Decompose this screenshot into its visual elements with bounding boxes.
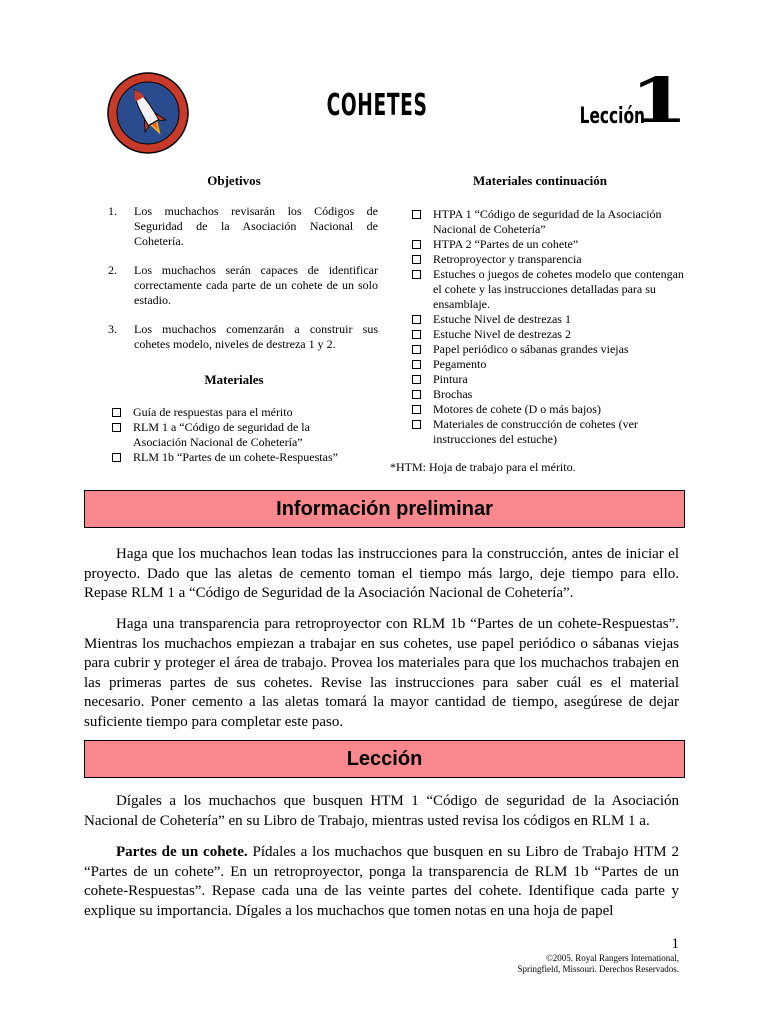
item-text: HTPA 1 “Código de seguridad de la Asociación Nacional de Cohetería” [433, 207, 662, 236]
item-number: 2. [108, 263, 117, 277]
checkbox-icon [412, 210, 421, 219]
item-number: 3. [108, 322, 117, 336]
checkbox-icon [412, 345, 421, 354]
section-banner-prelim: Información preliminar [84, 490, 685, 528]
list-item [412, 207, 684, 237]
item-text: Brochas [433, 387, 473, 401]
list-item [412, 387, 684, 402]
checkbox-icon [412, 360, 421, 369]
item-text: Estuche Nivel de destrezas 2 [433, 327, 571, 341]
checkbox-icon [112, 453, 121, 462]
list-item [112, 450, 362, 465]
rocket-logo-icon [107, 72, 189, 154]
list-item [412, 372, 684, 387]
list-item [412, 417, 684, 447]
item-text: Los muchachos comenzarán a construir sus cohetes modelo, niveles de destreza 1 y 2. [134, 322, 378, 351]
copyright [420, 953, 679, 975]
item-text: Los muchachos serán capaces de identificar correctamente cada parte de un cohete de un solo estadio. [134, 263, 378, 307]
checkbox-icon [412, 255, 421, 264]
lesson-number: 1 [630, 64, 689, 137]
copyright-line: ©2005. Royal Rangers International, [545, 953, 679, 963]
paragraph [84, 843, 679, 921]
list-item [412, 327, 684, 342]
checkbox-icon [412, 390, 421, 399]
item-text: Pegamento [433, 357, 487, 371]
checkbox-icon [112, 408, 121, 417]
list-item [108, 322, 378, 352]
materials-list [112, 405, 362, 465]
item-text: Estuche Nivel de destrezas 1 [433, 312, 571, 326]
list-item [112, 405, 362, 420]
list-item [412, 312, 684, 327]
paragraph: Haga una transparencia para retroproyector con RLM 1b “Partes de un cohete-Respuestas”. Mientras los muchachos empiezan a trabajar en sus cohetes, use papel periódico o sábanas viejas para cubrir y proteger el área de trabajo. Provea los materiales para que los muchachos trabajen en las primeras partes de sus cohetes. Revise las instrucciones para saber cuál es el material necesario. Poner cemento a las aletas tomará la mayor cantidad de tiempo, asegúrese de dejar suficiente tiempo para completar este paso. [84, 616, 679, 730]
checkbox-icon [412, 375, 421, 384]
lesson-label: Lección [579, 104, 645, 129]
item-text: Pintura [433, 372, 468, 386]
list-item [412, 342, 684, 357]
paragraph-text: Pídales a los muchachos que busquen en su Libro de Trabajo HTM 2 “Partes de un cohete”. En un retroproyector, ponga la transparencia de RLM 1b “Partes de un cohete-Respuestas”. Repase cada una de las veinte partes del cohete. Identifique cada parte y explique su importancia. Dígales a los muchachos que tomen notas en una hoja de papel [84, 844, 679, 919]
item-text: Materiales de construcción de cohetes (ver instrucciones del estuche) [433, 417, 638, 446]
checkbox-icon [412, 270, 421, 279]
list-item [412, 357, 684, 372]
list-item [412, 267, 684, 312]
item-text: Retroproyector y transparencia [433, 252, 582, 266]
list-item [412, 237, 684, 252]
list-item [108, 204, 378, 249]
checkbox-icon [412, 420, 421, 429]
item-text: Estuches o juegos de cohetes modelo que contengan el cohete y las instrucciones detalladas para su ensamblaje. [433, 267, 684, 311]
list-item [412, 252, 684, 267]
checkbox-icon [412, 315, 421, 324]
item-text: Guía de respuestas para el mérito [133, 405, 293, 419]
item-text: RLM 1b “Partes de un cohete-Respuestas” [133, 450, 338, 464]
section-banner-lesson: Lección [84, 740, 685, 778]
paragraph: Dígales a los muchachos que busquen HTM 1 “Código de seguridad de la Asociación Nacional de Cohetería” en su Libro de Trabajo, mientras usted revisa los códigos en RLM 1 a. [84, 793, 679, 829]
item-text: HTPA 2 “Partes de un cohete” [433, 237, 579, 251]
page-title: COHETES [326, 88, 428, 123]
checkbox-icon [112, 423, 121, 432]
materials-heading: Materiales [204, 372, 264, 387]
checkbox-icon [412, 240, 421, 249]
footnote-htm: *HTM: Hoja de trabajo para el mérito. [390, 460, 576, 474]
list-item [112, 420, 362, 450]
paragraph: Haga que los muchachos lean todas las instrucciones para la construcción, antes de iniciar el proyecto. Dado que las aletas de cemento toman el tiempo más largo, deje tiempo para ello. Repase RLM 1 a “Código de Seguridad de la Asociación Nacional de Cohetería”. [84, 546, 679, 601]
objectives-list [108, 204, 378, 366]
item-text: Papel periódico o sábanas grandes viejas [433, 342, 629, 356]
item-text: RLM 1 a “Código de seguridad de la Asociación Nacional de Cohetería” [133, 420, 310, 449]
item-text: Motores de cohete (D o más bajos) [433, 402, 601, 416]
materials-continued-list [412, 207, 684, 447]
copyright-line: Springfield, Missouri. Derechos Reservados. [517, 964, 679, 974]
page-number: 1 [671, 936, 679, 952]
bold-lead: Partes de un cohete. [116, 844, 248, 860]
objectives-heading: Objetivos [207, 173, 261, 188]
checkbox-icon [412, 405, 421, 414]
item-text: Los muchachos revisarán los Códigos de Seguridad de la Asociación Nacional de Cohetería. [134, 204, 378, 248]
item-number: 1. [108, 204, 117, 218]
list-item [412, 402, 684, 417]
materials-continued-heading: Materiales continuación [473, 173, 607, 188]
list-item [108, 263, 378, 308]
checkbox-icon [412, 330, 421, 339]
